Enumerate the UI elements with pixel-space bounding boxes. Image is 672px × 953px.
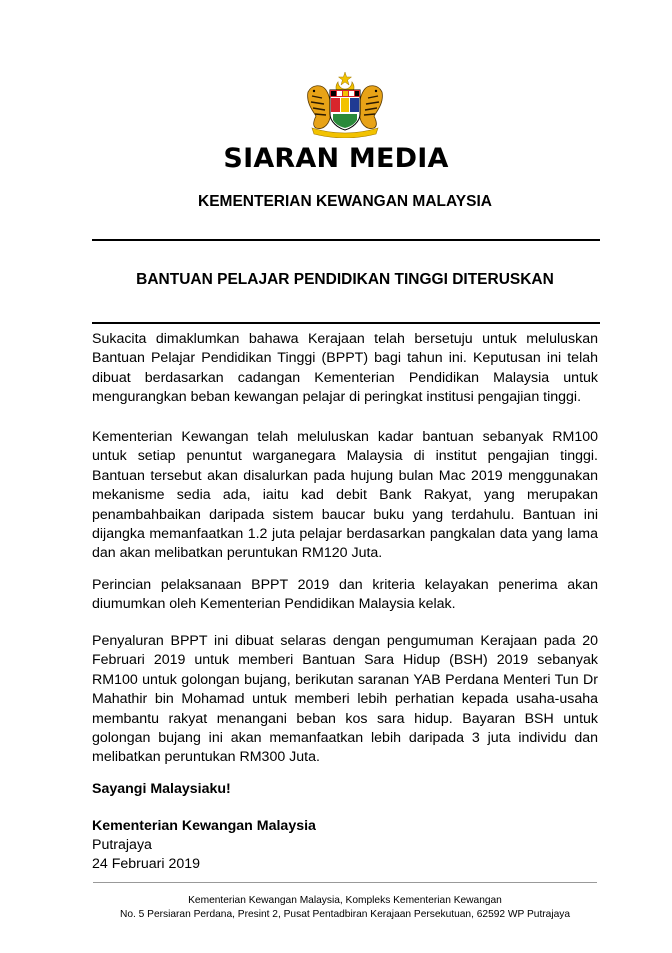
divider-top [92, 239, 600, 241]
body-paragraph: Sukacita dimaklumkan bahawa Kerajaan telah bersetuju untuk meluluskan Bantuan Pelajar Pendidikan Tinggi (BPPT) bagi tahun ini. Keputusan ini telah dibuat berdasarkan cadangan Kementerian Pendidikan Malaysia untuk mengurangkan beban kewangan pelajar di peringkat institusi pengajian tinggi. [92, 331, 598, 406]
body-paragraph: Kementerian Kewangan telah meluluskan kadar bantuan sebanyak RM100 untuk setiap penuntut warganegara Malaysia di institut pengajian tinggi. Bantuan tersebut akan disalurkan pada hujung bulan Mac 2019 menggunakan mekanisme sedia ada, iaitu kad debit Bank Rakyat, yang merupakan penambahbaikan daripada sistem baucar buku yang terdahulu. Bantuan ini dijangka memanfaatkan 1.2 juta pelajar berdasarkan pangkalan data yang lama dan akan melibatkan peruntukan RM120 Juta. [92, 429, 598, 562]
headline: BANTUAN PELAJAR PENDIDIKAN TINGGI DITERUSKAN [136, 271, 554, 288]
closing-slogan: Sayangi Malaysiaku! [92, 781, 231, 797]
signature-organization: Kementerian Kewangan Malaysia [92, 818, 316, 834]
malaysia-coat-of-arms-icon [302, 70, 388, 138]
ministry-name: KEMENTERIAN KEWANGAN MALAYSIA [198, 193, 492, 210]
document-title: SIARAN MEDIA [223, 143, 449, 174]
signature-date: 24 Februari 2019 [92, 856, 201, 872]
divider-bottom [92, 322, 600, 324]
body-paragraph: Penyaluran BPPT ini dibuat selaras dengan pengumuman Kerajaan pada 20 Februari 2019 untuk memberi Bantuan Sara Hidup (BSH) 2019 sebanyak RM100 untuk golongan bujang, berikutan saranan YAB Perdana Menteri Tun Dr Mahathir bin Mohamad untuk memberi lebih perhatian kepada usaha-usaha membantu rakyat menangani beban kos sara hidup. Bayaran BSH untuk golongan bujang ini akan memanfaatkan lebih daripada 3 juta individu dan melibatkan peruntukan RM300 Juta. [92, 633, 598, 766]
signature-place: Putrajaya [92, 837, 152, 853]
body-paragraph: Perincian pelaksanaan BPPT 2019 dan kriteria kelayakan penerima akan diumumkan oleh Kementerian Pendidikan Malaysia kelak. [92, 577, 598, 613]
footer-address-line2: No. 5 Persiaran Perdana, Presint 2, Pusat Pentadbiran Kerajaan Persekutuan, 62592 WP Putrajaya [119, 909, 571, 920]
footer-divider [93, 882, 597, 883]
footer-address-line1: Kementerian Kewangan Malaysia, Kompleks Kementerian Kewangan [188, 895, 502, 906]
